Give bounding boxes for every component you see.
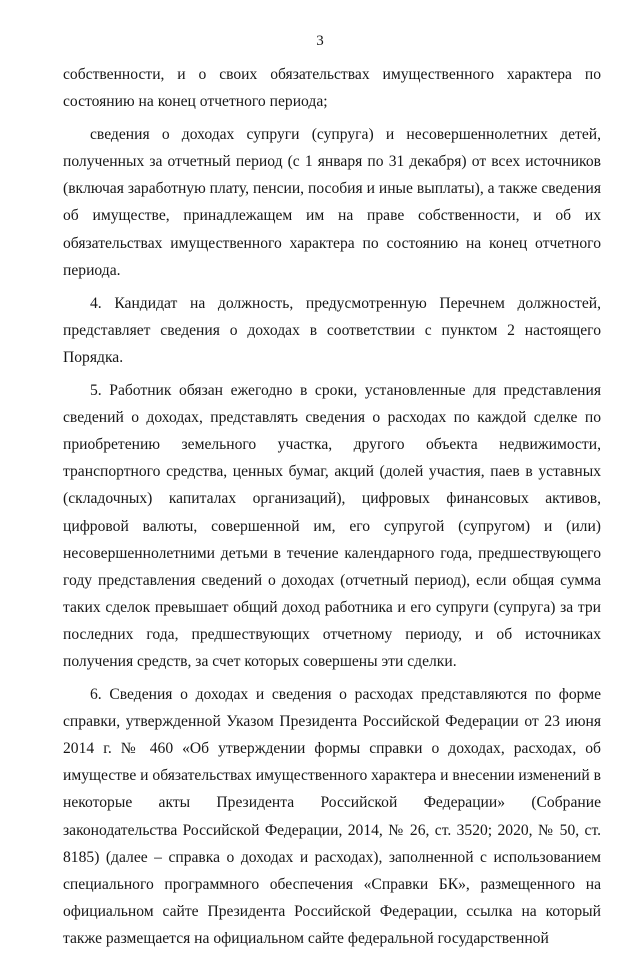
page-number: 3 <box>316 33 324 49</box>
document-body <box>63 61 601 958</box>
paragraph-item-4: 4. Кандидат на должность, предусмотренную Перечнем должностей, представляет сведения о доходах в соответствии с пунктом 2 настоящего Порядка. <box>63 294 601 366</box>
paragraph-item-5: 5. Работник обязан ежегодно в сроки, установленные для представления сведений о доходах, представлять сведения о расходах по каждой сделке по приобретению земельного участка, другого объекта недвижимости, транспортного средства, ценных бумаг, акций (долей участия, паев в уставных (складочных) капиталах организаций), цифровых финансовых активов, цифровой валюты, совершенной им, его супругой (супругом) и (или) несовершеннолетними детьми в течение календарного года, предшествующего году представления сведений о доходах (отчетный период), если общая сумма таких сделок превышает общий доход работника и его супруги (супруга) за три последних года, предшествующих отчетному периоду, и об источниках получения средств, за счет которых совершены эти сделки. <box>63 382 601 670</box>
paragraph-continuation: собственности, и о своих обязательствах имущественного характера по состоянию на конец отчетного периода; <box>63 66 601 111</box>
paragraph-spouse-income: сведения о доходах супруги (супруга) и несовершеннолетних детей, полученных за отчетный период (с 1 января по 31 декабря) от всех источников (включая заработную плату, пенсии, пособия и иные выплаты), а также сведения об имуществе, принадлежащем им на праве собственности, и об их обязательствах имущественного характера по состоянию на конец отчетного периода. <box>63 126 601 279</box>
paragraph-item-6: 6. Сведения о доходах и сведения о расходах представляются по форме справки, утвержденной Указом Президента Российской Федерации от 23 июня 2014 г. № 460 «Об утверждении формы справки о доходах, расходах, об имуществе и обязательствах имущественного характера и внесении изменений в некоторые акты Президента Российской Федерации» (Собрание законодательства Российской Федерации, 2014, № 26, ст. 3520; 2020, № 50, ст. 8185) (далее – справка о доходах и расходах), заполненной с использованием специального программного обеспечения «Справки БК», размещенного на официальном сайте Президента Российской Федерации, ссылка на который также размещается на официальном сайте федеральной государственной <box>63 686 601 947</box>
